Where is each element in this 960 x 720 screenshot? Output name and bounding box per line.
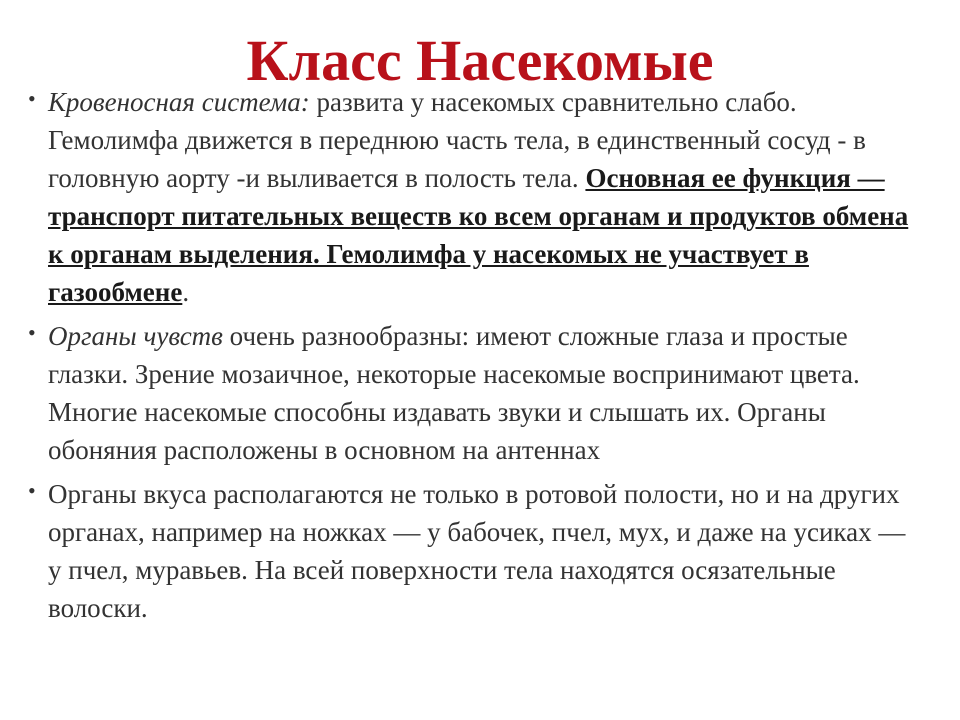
bullet-lead-term: Кровеносная система:: [48, 87, 310, 117]
bullet-dot-icon: •: [28, 86, 36, 111]
bullet-text: развита у насекомых сравнительно слабо. Гемолимфа движется в переднюю часть тела, в единственный сосуд - в головную аорту -и выливается в полость тела.: [48, 87, 866, 193]
bullet-dot-icon: •: [28, 320, 36, 345]
bullet-lead-term: Органы чувств: [48, 321, 223, 351]
bullet-emphasis: Основная ее функция — транспорт питательных веществ ко всем органам и продуктов обмена к органам выделения. Гемолимфа у насекомых не участвует в газообмене: [48, 163, 909, 307]
bullet-taste-organs: [24, 475, 924, 627]
slide-title: Класс Насекомые: [246, 28, 714, 93]
bullet-text: Органы вкуса располагаются не только в ротовой полости, но и на других органах, например на ножках — у бабочек, пчел, мух, и даже на усиках — у пчел, муравьев. На всей поверхности тела находятся осязательные волоски.: [48, 479, 906, 623]
bullet-text: очень разнообразны: имеют сложные глаза и простые глазки. Зрение мозаичное, некоторые насекомые воспринимают цвета. Многие насекомые способны издавать звуки и слышать их. Органы обоняния расположены в основном на антеннах: [48, 321, 860, 465]
bullet-circulatory-system: [24, 83, 924, 311]
bullet-dot-icon: •: [28, 478, 36, 503]
bullet-sense-organs: [24, 317, 924, 469]
bullet-list: [24, 83, 924, 633]
bullet-tail: .: [182, 277, 190, 307]
